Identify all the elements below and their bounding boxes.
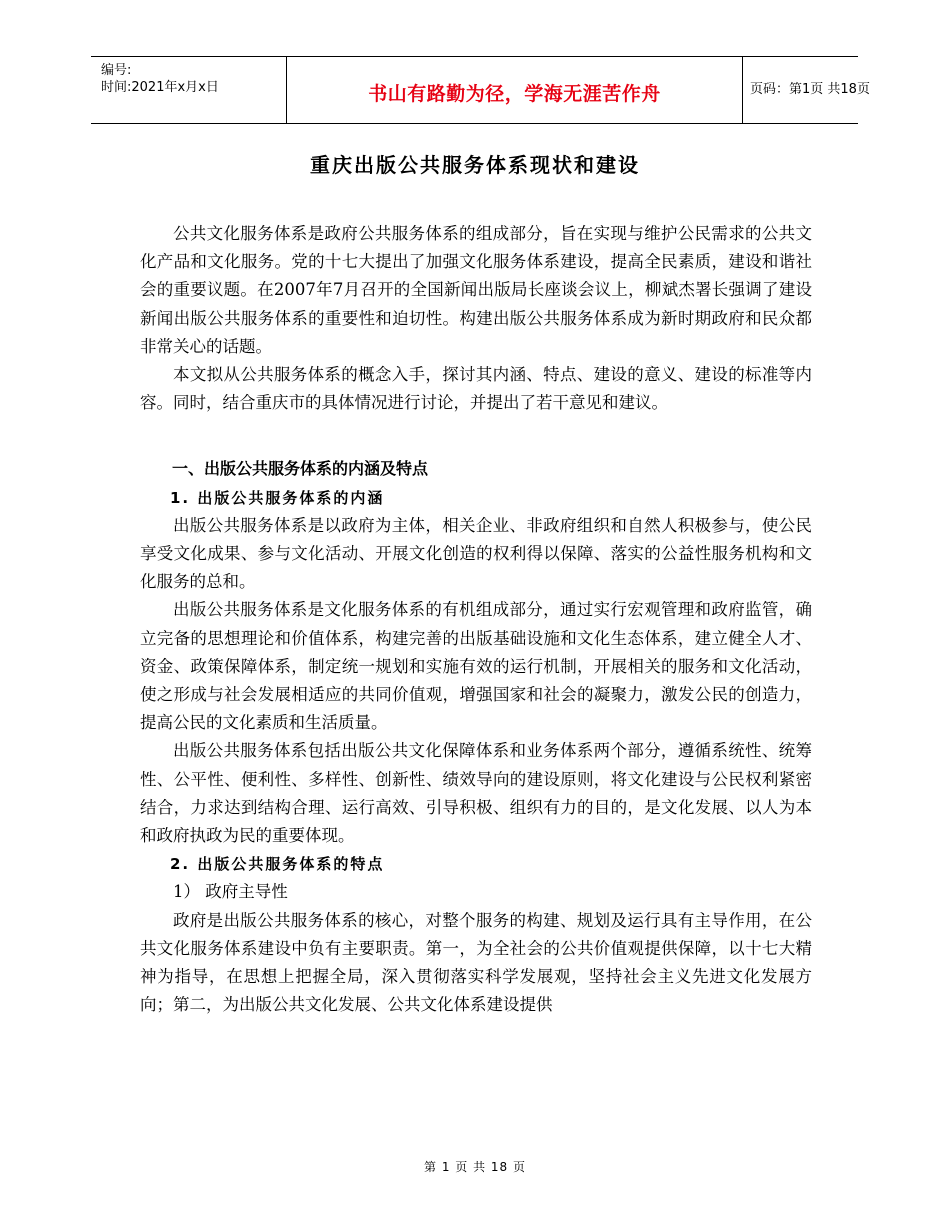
intro-paragraph: 本文拟从公共服务体系的概念入手，探讨其内涵、特点、建设的意义、建设的标准等内容。同时，结合重庆市的具体情况进行讨论，并提出了若干意见和建议。 <box>140 365 812 413</box>
item-heading: 1） 政府主导性 <box>173 882 288 902</box>
header-motto-cell <box>286 57 743 123</box>
motto-text: 书山有路勤为径，学海无涯苦作舟 <box>368 83 661 105</box>
header-right-cell <box>742 57 870 123</box>
subsection-heading: 2. 出版公共服务体系的特点 <box>170 855 385 874</box>
time-label: 时间:2021年x月x日 <box>101 80 219 95</box>
page-footer: 第 1 页 共 18 页 <box>424 1160 526 1174</box>
section-heading: 一、出版公共服务体系的内涵及特点 <box>172 459 429 479</box>
document-body <box>140 220 812 1019</box>
page-header <box>91 56 870 124</box>
serial-label: 编号: <box>101 63 132 78</box>
intro-paragraph: 公共文化服务体系是政府公共服务体系的组成部分，旨在实现与维护公民需求的公共文化产品和文化服务。党的十七大提出了加强文化服务体系建设，提高全民素质，建设和谐社会的重要议题。在2007年7月召开的全国新闻出版局长座谈会议上，柳斌杰署长强调了建设新闻出版公共服务体系的重要性和迫切性。构建出版公共服务体系成为新时期政府和民众都非常关心的话题。 <box>140 224 812 356</box>
subsection-heading: 1. 出版公共服务体系的内涵 <box>170 488 385 507</box>
document-title: 重庆出版公共服务体系现状和建设 <box>310 153 640 177</box>
body-paragraph: 出版公共服务体系是以政府为主体，相关企业、非政府组织和自然人积极参与，使公民享受文化成果、参与文化活动、开展文化创造的权利得以保障、落实的公益性服务机构和文化服务的总和。 <box>140 515 812 592</box>
body-paragraph: 政府是出版公共服务体系的核心，对整个服务的构建、规划及运行具有主导作用，在公共文化服务体系建设中负有主要职责。第一，为全社会的公共价值观提供保障，以十七大精神为指导，在思想上把握全局，深入贯彻落实科学发展观，坚持社会主义先进文化发展方向；第二，为出版公共文化发展、公共文化体系建设提供 <box>140 910 812 1015</box>
header-left-cell <box>91 57 286 123</box>
page-info: 页码：第1页 共18页 <box>750 82 870 97</box>
body-paragraph: 出版公共服务体系包括出版公共文化保障体系和业务体系两个部分，遵循系统性、统筹性、公平性、便利性、多样性、创新性、绩效导向的建设原则，将文化建设与公民权利紧密结合，力求达到结构合理、运行高效、引导积极、组织有力的目的，是文化发展、以人为本和政府执政为民的重要体现。 <box>140 741 812 846</box>
body-paragraph: 出版公共服务体系是文化服务体系的有机组成部分，通过实行宏观管理和政府监管，确立完备的思想理论和价值体系，构建完善的出版基础设施和文化生态体系，建立健全人才、资金、政策保障体系，制定统一规划和实施有效的运行机制，开展相关的服务和文化活动，使之形成与社会发展相适应的共同价值观，增强国家和社会的凝聚力，激发公民的创造力，提高公民的文化素质和生活质量。 <box>140 600 812 733</box>
